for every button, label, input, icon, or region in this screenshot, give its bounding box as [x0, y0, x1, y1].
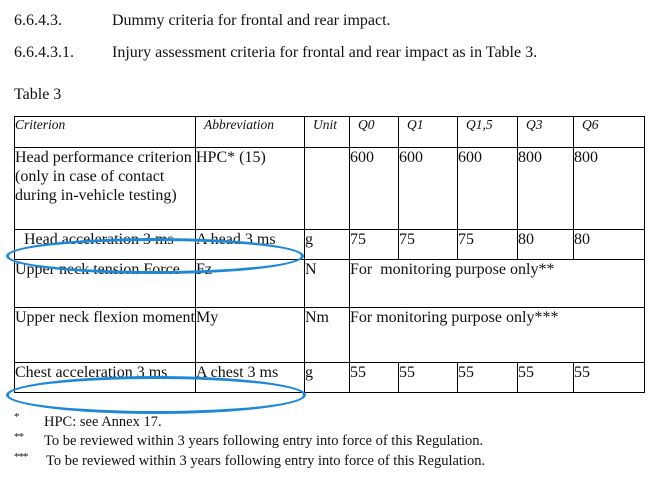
section-number: 6.6.4.3. — [14, 12, 62, 29]
abbreviation-cell: Fz — [196, 260, 305, 308]
footnote-text: HPC: see Annex 17. — [44, 414, 162, 430]
table-header-row — [15, 117, 645, 148]
section-number: 6.6.4.3.1. — [14, 44, 74, 61]
header-q6: Q6 — [574, 117, 645, 148]
injury-criteria-table — [14, 116, 645, 393]
footnote-text: To be reviewed within 3 years following entry into force of this Regulation. — [46, 453, 486, 469]
value-cell-q3: 800 — [518, 148, 574, 230]
unit-cell: N — [305, 260, 350, 308]
table-title: Table 3 — [14, 86, 62, 103]
unit-cell — [305, 148, 350, 230]
table-row — [15, 230, 645, 260]
abbreviation-cell: A chest 3 ms — [196, 363, 305, 393]
value-cell-q1: 55 — [399, 363, 458, 393]
unit-cell: g — [305, 230, 350, 260]
header-criterion: Criterion — [15, 117, 196, 148]
header-q3: Q3 — [518, 117, 574, 148]
value-cell-q0: 600 — [350, 148, 399, 230]
footnote-text: To be reviewed within 3 years following entry into force of this Regulation. — [44, 433, 484, 449]
criterion-cell: Upper neck flexion moment — [15, 308, 196, 363]
abbreviation-cell: HPC* (15) — [196, 148, 305, 230]
abbreviation-cell: My — [196, 308, 305, 363]
value-cell-q1-5: 600 — [458, 148, 518, 230]
unit-cell: Nm — [305, 308, 350, 363]
header-q1-5: Q1,5 — [458, 117, 518, 148]
header-abbreviation: Abbreviation — [196, 117, 305, 148]
criterion-cell: Head performance criterion (only in case of contact during in-vehicle testing) — [15, 148, 196, 230]
value-cell-q3: 80 — [518, 230, 574, 260]
value-cell-q1-5: 75 — [458, 230, 518, 260]
header-unit: Unit — [305, 117, 350, 148]
criterion-cell: Upper neck tension Force — [15, 260, 196, 308]
value-cell-q1: 75 — [399, 230, 458, 260]
criterion-cell: Head acceleration 3 ms — [15, 230, 196, 260]
value-cell-q0: 75 — [350, 230, 399, 260]
header-q1: Q1 — [399, 117, 458, 148]
value-cell-q1: 600 — [399, 148, 458, 230]
table-row — [15, 148, 645, 230]
value-cell-q6: 55 — [574, 363, 645, 393]
table-row — [15, 260, 645, 308]
monitoring-note-cell: For monitoring purpose only*** — [350, 308, 645, 363]
value-cell-q0: 55 — [350, 363, 399, 393]
section-title: Injury assessment criteria for frontal and rear impact as in Table 3. — [112, 44, 538, 61]
footnote-mark: *** — [14, 451, 28, 463]
section-title: Dummy criteria for frontal and rear impact. — [112, 12, 391, 29]
table-row — [15, 308, 645, 363]
footnote-mark: * — [14, 411, 19, 423]
monitoring-note-cell: For monitoring purpose only** — [350, 260, 645, 308]
abbreviation-cell: A head 3 ms — [196, 230, 305, 260]
value-cell-q6: 800 — [574, 148, 645, 230]
header-q0: Q0 — [350, 117, 399, 148]
unit-cell: g — [305, 363, 350, 393]
footnote-mark: ** — [14, 431, 23, 443]
table-row — [15, 363, 645, 393]
value-cell-q3: 55 — [518, 363, 574, 393]
value-cell-q6: 80 — [574, 230, 645, 260]
criterion-cell: Chest acceleration 3 ms — [15, 363, 196, 393]
value-cell-q1-5: 55 — [458, 363, 518, 393]
